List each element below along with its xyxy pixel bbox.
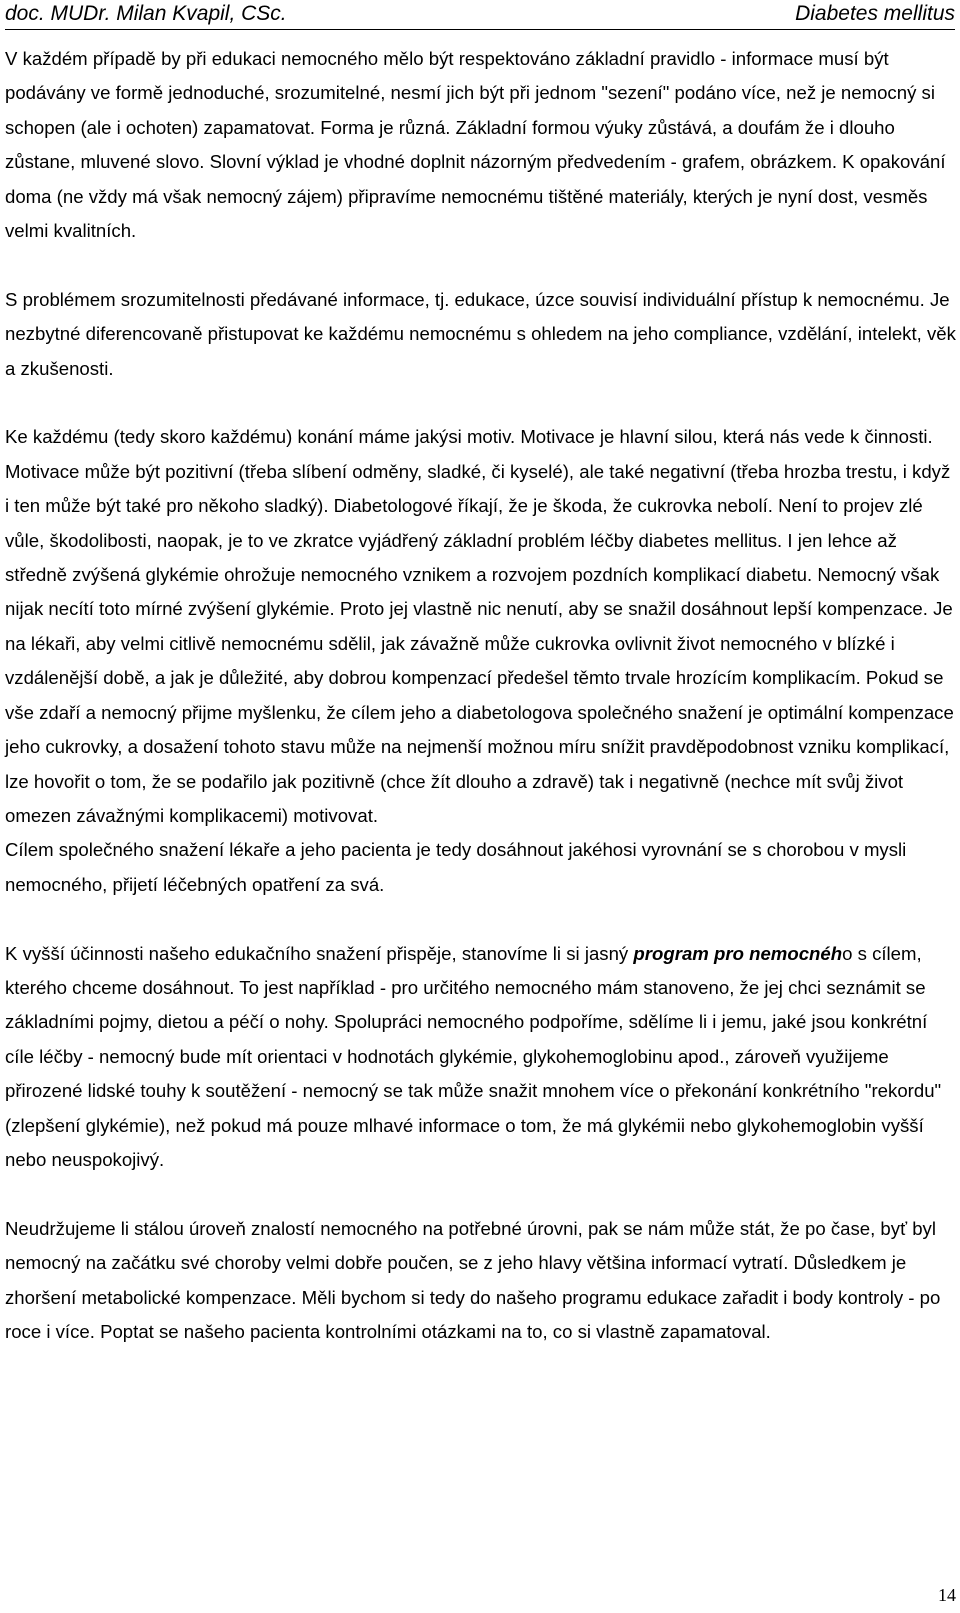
paragraph-motivation: Ke každému (tedy skoro každému) konání máme jakýsi motiv. Motivace je hlavní silou, která nás vede k činnosti. Motivace může být pozitivní (třeba slíbení odměny, sladké, či kyselé), ale také negativní (třeba hrozba trestu, i když i ten může být také pro někoho sladký). Diabetologové říkají, že je škoda, že cukrovka nebolí. Není to projev zlé vůle, škodolibosti, naopak, je to ve zkratce vyjádřený základní problém léčby diabetes mellitus. I jen lehce až středně zvýšená glykémie ohrožuje nemocného vznikem a rozvojem pozdních komplikací diabetu. Nemocný však nijak necítí toto mírné zvýšení glykémie. Proto jej vlastně nic nenutí, aby se snažil dosáhnout lepší kompenzace. Je na lékaři, aby velmi citlivě nemocnému sdělil, jak závažně může cukrovka ovlivnit život nemocného v blízké i vzdálenější době, a jak je důležité, aby dobrou kompenzací předešel těmto trvale hrozícím komplikacím. Pokud se vše zdaří a nemocný přijme myšlenku, že cílem jeho a diabetologova společného snažení je optimální kompenzace jeho cukrovky, a dosažení tohoto stavu může na nejmenší možnou míru snížit pravděpodobnost vzniku komplikací, lze hovořit o tom, že se podařilo jak pozitivně (chce žít dlouho a zdravě) tak i negativně (nechce mít svůj život omezen závažnými komplikacemi) motivovat.: [5, 426, 954, 826]
program-text-after: o s cílem, kterého chceme dosáhnout. To jest například - pro určitého nemocného mám stanoveno, že jej chci seznámit se základními pojmy, dietou a péčí o nohy. Spolupráci nemocného podpoříme, sdělíme li i jemu, jaké jsou konkrétní cíle léčby - nemocný bude mít orientaci v hodnotách glykémie, glykohemoglobinu apod., zároveň využijeme přirozené lidské touhy k soutěžení - nemocný se tak může snažit mnohem více o překonání konkrétního "rekordu" (zlepšení glykémie), než pokud má pouze mlhavé informace o tom, že má glykémii nebo glykohemoglobin vyšší nebo neuspokojivý.: [5, 942, 942, 1170]
header-author: doc. MUDr. Milan Kvapil, CSc.: [5, 2, 287, 25]
paragraph-education-rules: V každém případě by při edukaci nemocného mělo být respektováno základní pravidlo - informace musí být podávány ve formě jednoduché, srozumitelné, nesmí jich být při jednom "sezení" podáno více, než je nemocný si schopen (ale i ochoten) zapamatovat. Forma je různá. Základní formou výuky zůstává, a doufám že i dlouho zůstane, mluvené slovo. Slovní výklad je vhodné doplnit názorným předvedením - grafem, obrázkem. K opakování doma (ne vždy má však nemocný zájem) připravíme nemocnému tištěné materiály, kterých je nyní dost, vesměs velmi kvalitních.: [5, 48, 946, 242]
program-emphasis: program pro nemocnéh: [633, 942, 843, 964]
header-rule: [5, 29, 955, 30]
paragraph-individual-approach: S problémem srozumitelnosti předávané informace, tj. edukace, úzce souvisí individuální přístup k nemocnému. Je nezbytné diferencovaně přistupovat ke každému nemocnému s ohledem na jeho compliance, vzdělání, intelekt, věk a zkušenosti.: [5, 288, 956, 379]
paragraph-program: [5, 937, 957, 1178]
page-header: [5, 0, 955, 27]
page-number: 14: [938, 1585, 956, 1605]
header-topic: Diabetes mellitus: [795, 2, 955, 25]
paragraph-knowledge-maintenance: Neudržujeme li stálou úroveň znalostí nemocného na potřebné úrovni, pak se nám může stát, že po čase, byť byl nemocný na začátku své choroby velmi dobře poučen, se z jeho hlavy většina informací vytratí. Důsledkem je zhoršení metabolické kompenzace. Měli bychom si tedy do našeho programu edukace zařadit i body kontroly - po roce i více. Poptat se našeho pacienta kontrolními otázkami na to, co si vlastně zapamatoval.: [5, 1217, 941, 1342]
program-text-before: K vyšší účinnosti našeho edukačního snažení přispěje, stanovíme li si jasný: [5, 942, 634, 964]
document-body: [5, 42, 957, 1349]
paragraph-shared-goal: Cílem společného snažení lékaře a jeho pacienta je tedy dosáhnout jakéhosi vyrovnání se s chorobou v mysli nemocného, přijetí léčebných opatření za svá.: [5, 839, 907, 895]
